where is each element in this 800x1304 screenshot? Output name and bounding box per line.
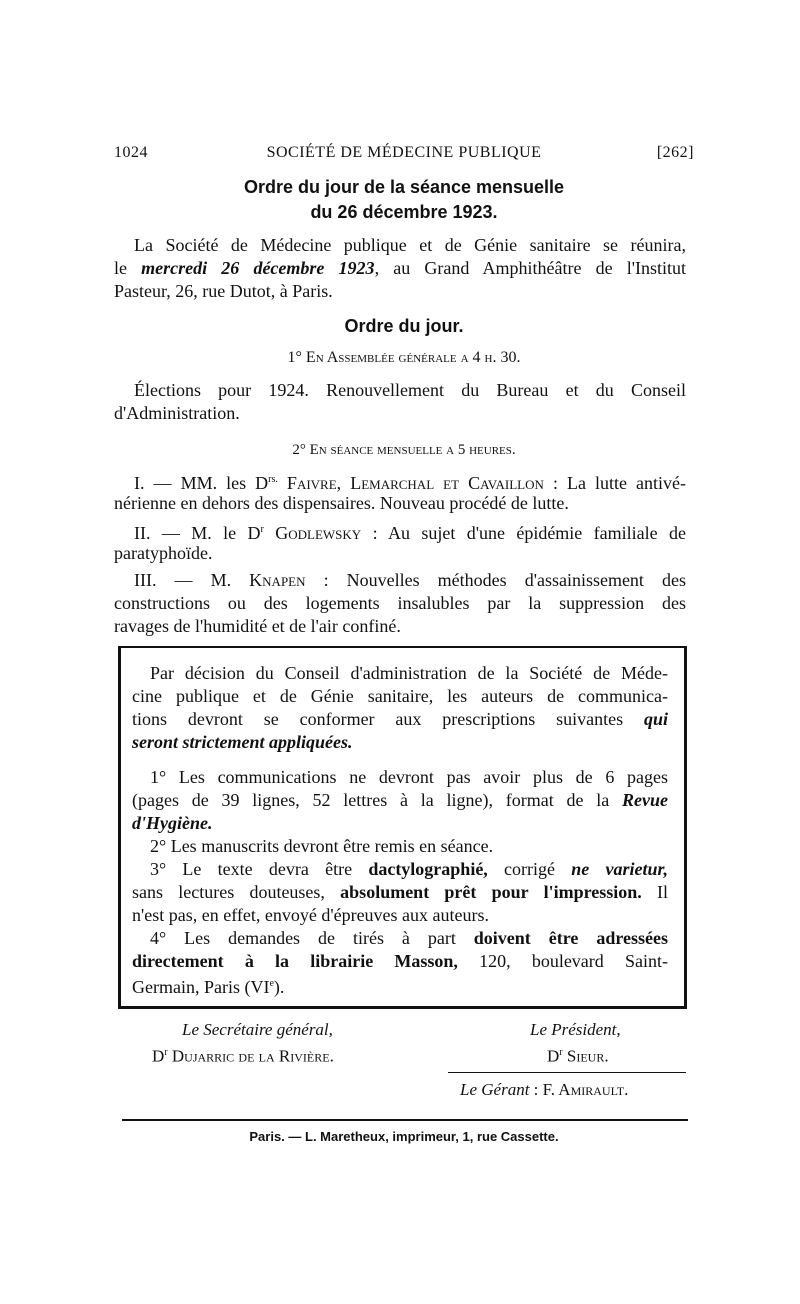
item-2-subject: : Au sujet d'une épidémie familiale de [361,523,687,543]
rule-1-revue: Revue [622,790,668,810]
item-3-line-1 [134,569,686,591]
rule-3-ne-varietur: ne varietur, [571,859,669,879]
section-1-heading: 1° En Assemblée générale a 4 h. 30. [287,349,521,366]
rule-1-line-2 [132,789,668,811]
rule-4-line-2 [132,950,668,972]
printer-imprint: Paris. — L. Maretheux, imprimeur, 1, rue Cassette. [249,1129,559,1144]
item-3-label: III. — M. [134,570,250,590]
intro-line-1: La Société de Médecine publique et de Génie sanitaire se réunira, [134,235,686,255]
intro-line-2-prefix: le [114,258,142,278]
item-2-label: II. — M. le D [134,523,261,543]
president-surname: Sieur. [562,1046,609,1066]
item-3-line-2: constructions ou des logements insalubles par la suppression des [114,593,686,613]
notice-line-1: Par décision du Conseil d'administration de la Société de Méde- [150,663,668,683]
section-2-heading: 2° En séance mensuelle a 5 heures. [292,442,516,458]
section-1-line-2: d'Administration. [114,403,240,423]
secretary-sup: r [164,1047,168,1058]
rule-4-end: ). [273,977,285,997]
page-reference: [262] [656,144,694,161]
secretary-name [152,1042,334,1068]
rule-4-sup: e [269,978,274,989]
item-1-authors: Faivre, Lemarchal et Cavaillon [277,473,544,493]
gerant-line [460,1079,628,1101]
intro-line-2 [114,257,686,279]
rule-3-line-2-text: sans lectures douteuses, [132,882,341,902]
rule-3-typed: dactylographié, [368,859,488,879]
rule-1-line-1: 1° Les communications ne devront pas avoir plus de 6 pages [150,767,668,787]
rule-1-line-2-text: (pages de 39 lignes, 52 lettres à la ligne), format de la [132,790,623,810]
agenda-title: Ordre du jour. [344,316,464,336]
rule-2-line-1: 2° Les manuscrits devront être remis en séance. [150,836,494,856]
running-title: SOCIÉTÉ DE MÉDECINE PUBLIQUE [266,144,542,161]
item-2-sup: r [260,524,264,535]
president-prefix: D [547,1046,560,1066]
rule-3-line-1 [150,858,668,880]
rule-4-emphasis: doivent être adressées [473,928,668,948]
secretary-title: Le Secrétaire général, [182,1020,333,1039]
item-1-line-1 [134,469,686,494]
item-1-line-2: nérienne en dehors des dispensaires. Nouveau procédé de lutte. [114,493,569,513]
rule-4-line-3 [132,973,284,998]
notice-line-3-text: tions devront se conformer aux prescriptions suivantes [132,709,644,729]
intro-line-2-rest: , au Grand Amphithéâtre de l'Institut [374,258,686,278]
item-2-line-2: paratyphoïde. [114,543,213,563]
rule-3-text-a: 3° Le texte devra être [150,859,369,879]
item-3-author: Knapen [249,570,306,590]
president-name [547,1042,609,1068]
rule-3-line-2 [132,881,668,903]
item-1-sup: rs. [268,474,278,485]
intro-line-3: Pasteur, 26, rue Dutot, à Paris. [114,281,333,301]
secretary-surname: Dujarric de la Rivière. [167,1046,334,1066]
imprint-rule [122,1119,688,1121]
rule-1-line-3: d'Hygiène. [132,813,213,833]
rule-3-text-c: corrigé [487,859,572,879]
gerant-name: : F. Amirault. [529,1080,629,1099]
rule-4-address: 120, boulevard Saint- [457,951,668,971]
gerant-label: Le Gérant [460,1080,530,1099]
item-1-subject: : La lutte antivé- [543,473,687,493]
item-3-subject: : Nouvelles méthodes d'assainissement des [305,570,686,590]
rule-3-line-2-end: Il [641,882,668,902]
page-title-line-2: du 26 décembre 1923. [310,202,498,222]
rule-3-line-3: n'est pas, en effet, envoyé d'épreuves aux auteurs. [132,905,490,925]
rule-4-line-1 [150,927,668,949]
rule-4-text: 4° Les demandes de tirés à part [150,928,474,948]
president-title: Le Président, [530,1020,621,1039]
page-number: 1024 [114,144,148,161]
president-sup: r [559,1047,563,1058]
item-3-line-3: ravages de l'humidité et de l'air confiné. [114,616,401,636]
page-title-line-1: Ordre du jour de la séance mensuelle [243,177,565,197]
notice-line-3-emphasis: qui [643,709,668,729]
notice-line-4: seront strictement appliquées. [132,732,353,752]
secretary-prefix: D [152,1046,165,1066]
rule-4-publisher: directement à la librairie Masson, [132,951,458,971]
meeting-date: mercredi 26 décembre 1923 [141,258,375,278]
gerant-rule [448,1072,686,1073]
rule-3-ready: absolument prêt pour l'impression. [340,882,642,902]
item-1-label: I. — MM. les D [134,473,269,493]
rule-4-city: Germain, Paris (VI [132,977,270,997]
item-2-author: Godlewsky [263,523,362,543]
section-1-line-1: Élections pour 1924. Renouvellement du Bureau et du Conseil [134,380,686,400]
notice-line-2: cine publique et de Génie sanitaire, les auteurs de communica- [132,686,668,706]
item-2-line-1 [134,519,686,544]
notice-line-3 [132,708,668,730]
